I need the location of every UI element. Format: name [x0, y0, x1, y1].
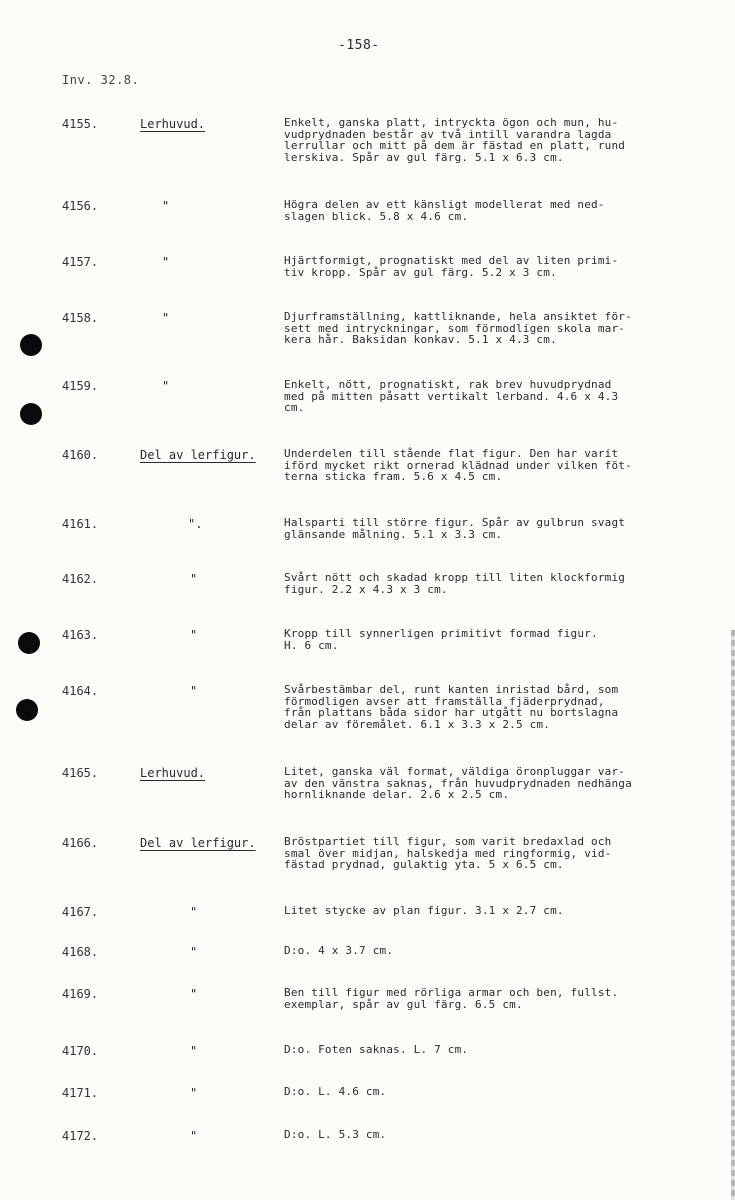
entry-description: Djurframställning, kattliknande, hela ansiktet för- sett med intryckningar, som förmodligen skola mar- kera hår. Baksidan konkav. 5.1 x 4.3 cm.: [284, 310, 632, 346]
entry-number: 4159.: [62, 379, 99, 393]
entry-category-ditto: ": [162, 311, 170, 325]
entry-category-ditto: ": [162, 255, 170, 269]
entry-number: 4164.: [62, 684, 99, 698]
entry-description: Hjärtformigt, prognatiskt med del av liten primi- tiv kropp. Spår av gul färg. 5.2 x 3 cm.: [284, 254, 619, 279]
entry-description: Litet stycke av plan figur. 3.1 x 2.7 cm.: [284, 904, 564, 917]
entry-description: D:o. L. 4.6 cm.: [284, 1085, 387, 1098]
entry-number: 4170.: [62, 1044, 99, 1058]
entry-number: 4160.: [62, 448, 99, 462]
page-number: -158-: [338, 38, 380, 53]
entry-category-ditto: ": [190, 1086, 198, 1100]
entry-category: Del av lerfigur.: [140, 836, 256, 850]
entry-number: 4172.: [62, 1129, 99, 1143]
entry-description: D:o. L. 5.3 cm.: [284, 1128, 387, 1141]
entry-number: 4162.: [62, 572, 99, 586]
entry-description: Högra delen av ett känsligt modellerat med ned- slagen blick. 5.8 x 4.6 cm.: [284, 198, 605, 223]
entry-number: 4167.: [62, 905, 99, 919]
entry-number: 4161.: [62, 517, 99, 531]
entry-description: Svårbestämbar del, runt kanten inristad bård, som förmodligen avser att framställa fjäderprydnad, från plattans båda sidor har utgått nu bortslagna delar av föremålet. 6.1 x 3.3 x 2.5 cm.: [284, 683, 619, 731]
punch-hole: [20, 334, 42, 356]
entry-description: Enkelt, ganska platt, intryckta ögon och mun, hu- vudprydnaden består av två intill varandra lagda lerrullar och mitt på dem är fästad en platt, rund lerskiva. Spår av gul färg. 5.1 x 6.3 cm.: [284, 116, 626, 164]
entry-category-ditto: ": [190, 1129, 198, 1143]
entry-category-ditto: ": [190, 945, 198, 959]
entry-description: Ben till figur med rörliga armar och ben, fullst. exemplar, spår av gul färg. 6.5 cm.: [284, 986, 619, 1011]
entry-number: 4171.: [62, 1086, 99, 1100]
entry-number: 4158.: [62, 311, 99, 325]
entry-category-ditto: ": [190, 684, 198, 698]
entry-description: Litet, ganska väl format, väldiga öronpluggar var- av den vänstra saknas, från huvudprydnaden nedhänga hornliknande delar. 2.6 x 2.5 cm.: [284, 765, 632, 801]
entry-description: D:o. Foten saknas. L. 7 cm.: [284, 1043, 469, 1056]
punch-hole: [16, 699, 38, 721]
entry-number: 4165.: [62, 766, 99, 780]
entry-description: Underdelen till stående flat figur. Den har varit iförd mycket rikt ornerad klädnad under vilken föt- terna sticka fram. 5.6 x 4.5 cm.: [284, 447, 632, 483]
entry-category-ditto: ": [162, 379, 170, 393]
entry-category-ditto: ": [190, 1044, 198, 1058]
entry-description: Bröstpartiet till figur, som varit bredaxlad och smal över midjan, halskedja med ringformig, vid- fästad prydnad, gulaktig yta. 5 x 6.5 cm.: [284, 835, 612, 871]
inventory-reference: Inv. 32.8.: [62, 73, 140, 87]
entry-category: Lerhuvud.: [140, 766, 206, 780]
entry-category-ditto: ": [190, 905, 198, 919]
entry-description: Kropp till synnerligen primitivt formad figur. H. 6 cm.: [284, 627, 598, 652]
punch-hole: [18, 632, 40, 654]
entry-description: Halsparti till större figur. Spår av gulbrun svagt glänsande målning. 5.1 x 3.3 cm.: [284, 516, 626, 541]
entry-category: Lerhuvud.: [140, 117, 206, 131]
entry-description: Enkelt, nött, prognatiskt, rak brev huvudprydnad med på mitten påsatt vertikalt lerband. 4.6 x 4.3 cm.: [284, 378, 619, 414]
entry-number: 4163.: [62, 628, 99, 642]
entry-number: 4169.: [62, 987, 99, 1001]
entry-number: 4166.: [62, 836, 99, 850]
entry-number: 4155.: [62, 117, 99, 131]
entry-category-ditto: ": [162, 199, 170, 213]
page-edge-shadow: [731, 630, 735, 1200]
entry-category-ditto: ": [190, 572, 198, 586]
entry-number: 4168.: [62, 945, 99, 959]
entry-number: 4156.: [62, 199, 99, 213]
entry-category-ditto: ": [190, 987, 198, 1001]
entry-description: Svårt nött och skadad kropp till liten klockformig figur. 2.2 x 4.3 x 3 cm.: [284, 571, 626, 596]
entry-number: 4157.: [62, 255, 99, 269]
punch-hole: [20, 403, 42, 425]
entry-category-ditto: ".: [188, 517, 203, 531]
entry-category: Del av lerfigur.: [140, 448, 256, 462]
entry-category-ditto: ": [190, 628, 198, 642]
entry-description: D:o. 4 x 3.7 cm.: [284, 944, 394, 957]
